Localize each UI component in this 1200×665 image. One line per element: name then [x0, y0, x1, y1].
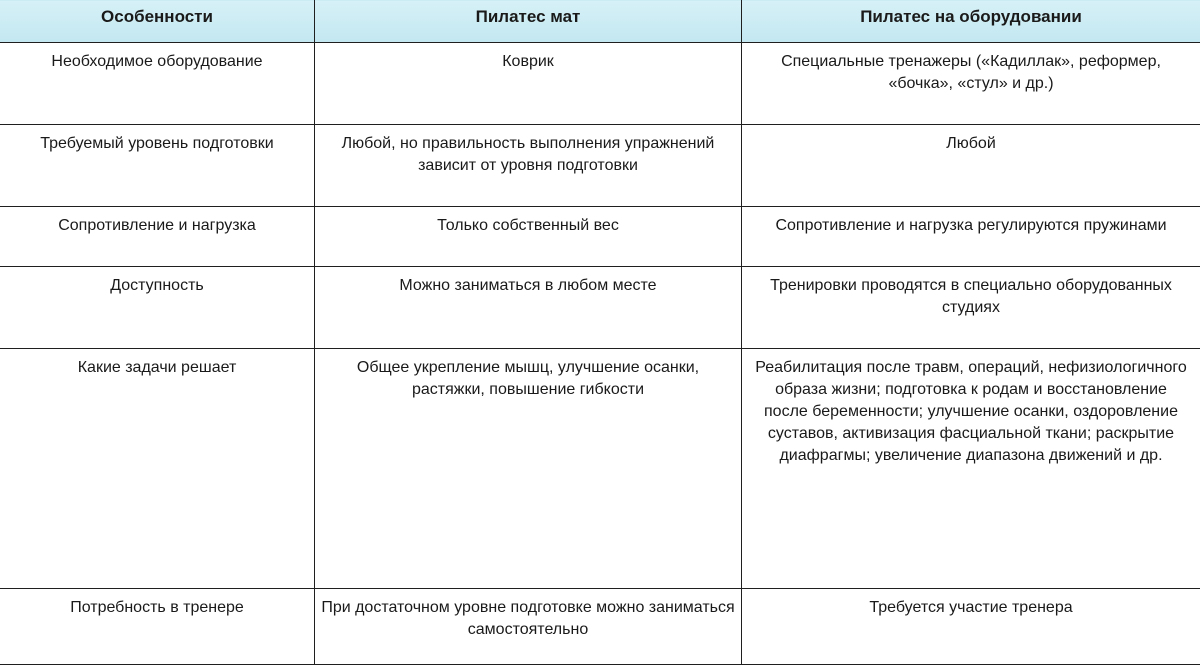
table-header [0, 0, 1200, 43]
equipment-cell: Сопротивление и нагрузка регулируются пружинами [742, 207, 1200, 267]
feature-cell: Какие задачи решает [0, 349, 315, 589]
header-features: Особенности [0, 0, 315, 43]
feature-cell: Потребность в тренере [0, 589, 315, 665]
feature-cell: Сопротивление и нагрузка [0, 207, 315, 267]
mat-cell: При достаточном уровне подготовке можно заниматься самостоятельно [315, 589, 742, 665]
equipment-cell: Любой [742, 125, 1200, 207]
table-row [0, 207, 1200, 267]
table-row [0, 267, 1200, 349]
equipment-cell: Специальные тренажеры («Кадиллак», реформер, «бочка», «стул» и др.) [742, 43, 1200, 125]
table-row [0, 349, 1200, 589]
equipment-cell: Реабилитация после травм, операций, нефизиологичного образа жизни; подготовка к родам и восстановление после беременности; улучшение осанки, оздоровление суставов, активизация фасциальной ткани; раскрытие диафрагмы; увеличение диапазона движений и др. [742, 349, 1200, 589]
mat-cell: Коврик [315, 43, 742, 125]
table-row [0, 125, 1200, 207]
table-row [0, 43, 1200, 125]
header-row [0, 0, 1200, 43]
mat-cell: Любой, но правильность выполнения упражнений зависит от уровня подготовки [315, 125, 742, 207]
table-row [0, 589, 1200, 665]
feature-cell: Требуемый уровень подготовки [0, 125, 315, 207]
feature-cell: Доступность [0, 267, 315, 349]
header-pilates-mat: Пилатес мат [315, 0, 742, 43]
feature-cell: Необходимое оборудование [0, 43, 315, 125]
equipment-cell: Требуется участие тренера [742, 589, 1200, 665]
mat-cell: Общее укрепление мышц, улучшение осанки, растяжки, повышение гибкости [315, 349, 742, 589]
header-pilates-equipment: Пилатес на оборудовании [742, 0, 1200, 43]
mat-cell: Только собственный вес [315, 207, 742, 267]
mat-cell: Можно заниматься в любом месте [315, 267, 742, 349]
equipment-cell: Тренировки проводятся в специально оборудованных студиях [742, 267, 1200, 349]
table-body [0, 43, 1200, 665]
